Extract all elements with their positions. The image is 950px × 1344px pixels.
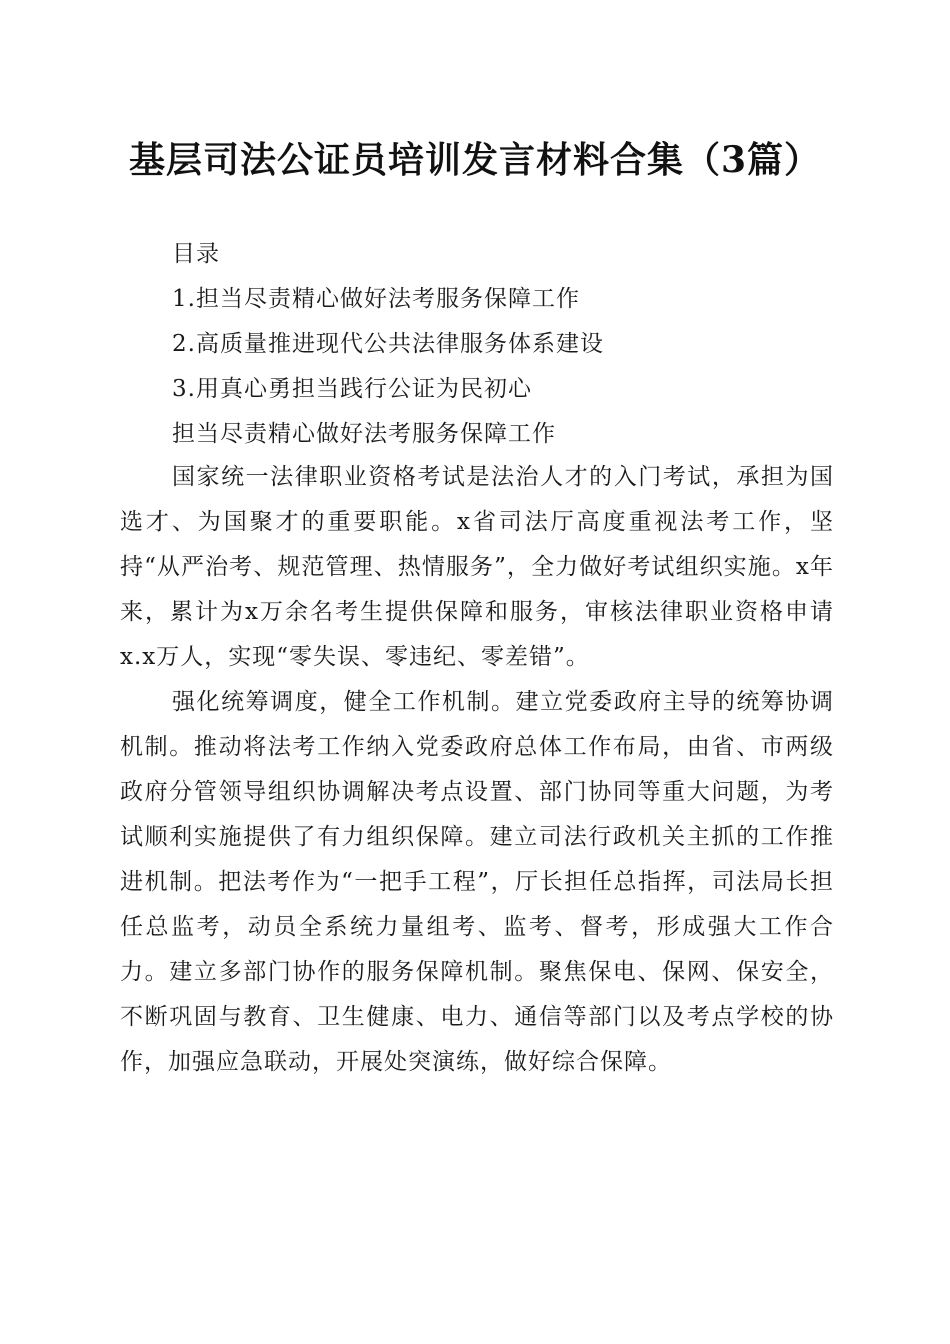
body-text — [120, 455, 834, 1085]
paragraph-1: 国家统一法律职业资格考试是法治人才的入门考试，承担为国选才、为国聚才的重要职能。x省司法厅高度重视法考工作，坚持“从严治考、规范管理、热情服务”，全力做好考试组织实施。x年来，累计为x万余名考生提供保障和服务，审核法律职业资格申请x.x万人，实现“零失误、零违纪、零差错”。 — [120, 464, 834, 670]
table-of-contents — [172, 232, 872, 457]
toc-item-1: 1.担当尽责精心做好法考服务保障工作 — [172, 286, 580, 312]
toc-heading: 目录 — [172, 241, 220, 267]
section-title: 担当尽责精心做好法考服务保障工作 — [172, 421, 556, 447]
toc-item-3: 3.用真心勇担当践行公证为民初心 — [172, 376, 532, 402]
paragraph-2: 强化统筹调度，健全工作机制。建立党委政府主导的统筹协调机制。推动将法考工作纳入党委政府总体工作布局，由省、市两级政府分管领导组织协调解决考点设置、部门协同等重大问题，为考试顺利实施提供了有力组织保障。建立司法行政机关主抓的工作推进机制。把法考作为“一把手工程”，厅长担任总指挥，司法局长担任总监考，动员全系统力量组考、监考、督考，形成强大工作合力。建立多部门协作的服务保障机制。聚焦保电、保网、保安全，不断巩固与教育、卫生健康、电力、通信等部门以及考点学校的协作，加强应急联动，开展处突演练，做好综合保障。 — [120, 689, 834, 1075]
toc-item-2: 2.高质量推进现代公共法律服务体系建设 — [172, 331, 604, 357]
document-title: 基层司法公证员培训发言材料合集（3篇） — [128, 139, 822, 181]
